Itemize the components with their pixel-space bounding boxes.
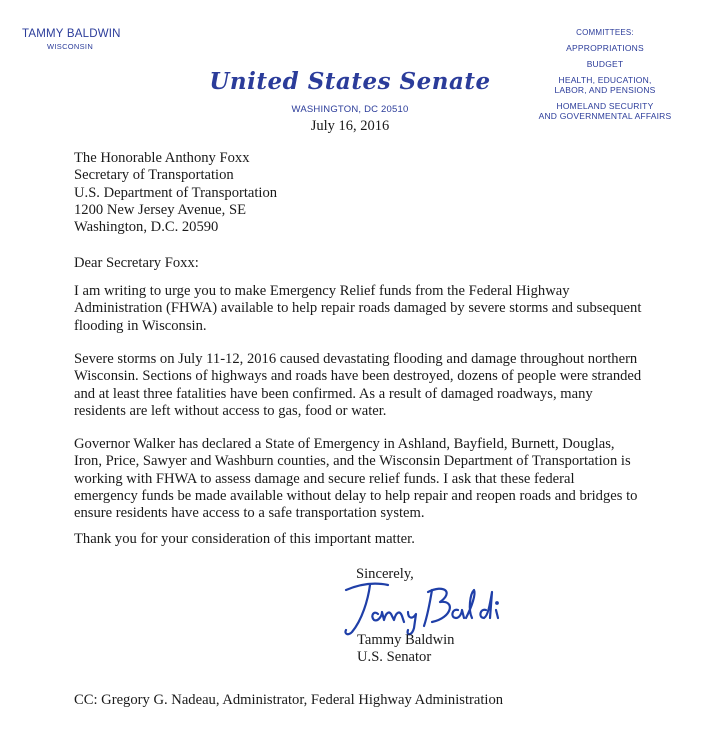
senator-state: WISCONSIN: [47, 42, 94, 51]
closing-sincerely: Sincerely,: [356, 566, 414, 582]
signer-name: Tammy Baldwin: [357, 632, 455, 648]
letter-date: July 16, 2016: [310, 118, 390, 134]
body-paragraph-3: [74, 436, 639, 522]
closing-thanks: Thank you for your consideration of this important matter.: [74, 531, 415, 547]
paragraph-line: Wisconsin. Sections of highways and roads have been destroyed, dozens of people were stranded: [74, 368, 642, 385]
paragraph-line: ensure residents have access to a safe transportation system.: [74, 505, 425, 522]
committee-line: HEALTH, EDUCATION,: [558, 75, 652, 85]
paragraph-line: and at least three fatalities have been confirmed. As a result of damaged roadways, many: [74, 385, 593, 402]
recipient-line: 1200 New Jersey Avenue, SE: [74, 201, 246, 218]
paragraph-line: Iron, Price, Sawyer and Washburn counties, and the Wisconsin Department of Transportation is: [74, 453, 631, 470]
paragraph-line: working with FHWA to assess damage and secure relief funds. I ask that these federal: [74, 470, 575, 487]
committee-homeland-security: [535, 101, 675, 121]
paragraph-line: flooding in Wisconsin.: [74, 317, 207, 334]
salutation: Dear Secretary Foxx:: [74, 255, 199, 271]
committee-help: [535, 75, 675, 95]
committees-heading: COMMITTEES:: [576, 28, 634, 37]
senate-letterhead-title: United States Senate: [209, 68, 491, 95]
paragraph-line: I am writing to urge you to make Emergency Relief funds from the Federal Highway: [74, 283, 570, 299]
paragraph-line: emergency funds be made available without delay to help repair and reopen roads and bridges to: [74, 487, 638, 504]
paragraph-line: Severe storms on July 11-12, 2016 caused devastating flooding and damage throughout northern: [74, 351, 638, 367]
committee-line: BUDGET: [586, 59, 624, 69]
body-paragraph-2: [74, 351, 642, 420]
recipient-address: [74, 150, 277, 236]
committee-line: LABOR, AND PENSIONS: [554, 85, 656, 95]
paragraph-line: residents are left without access to gas, food or water.: [74, 402, 387, 419]
recipient-line: Secretary of Transportation: [74, 167, 234, 184]
handwritten-signature: [340, 570, 510, 640]
committee-budget: [535, 59, 675, 69]
recipient-line: The Honorable Anthony Foxx: [74, 150, 250, 166]
committee-appropriations: [535, 43, 675, 53]
committee-line: APPROPRIATIONS: [566, 43, 644, 53]
recipient-line: U.S. Department of Transportation: [74, 184, 278, 201]
senator-name: TAMMY BALDWIN: [22, 28, 121, 40]
committee-line: HOMELAND SECURITY: [556, 101, 654, 111]
committee-line: AND GOVERNMENTAL AFFAIRS: [538, 111, 672, 121]
recipient-line: Washington, D.C. 20590: [74, 219, 219, 236]
senate-location: WASHINGTON, DC 20510: [291, 104, 409, 115]
committees-list: [535, 28, 675, 127]
cc-line: CC: Gregory G. Nadeau, Administrator, Federal Highway Administration: [74, 692, 504, 708]
signer-title: U.S. Senator: [357, 649, 432, 665]
body-paragraph-1: [74, 283, 642, 335]
paragraph-line: Administration (FHWA) available to help repair roads damaged by severe storms and subsequent: [74, 300, 642, 317]
paragraph-line: Governor Walker has declared a State of Emergency in Ashland, Bayfield, Burnett, Douglas,: [74, 436, 615, 452]
